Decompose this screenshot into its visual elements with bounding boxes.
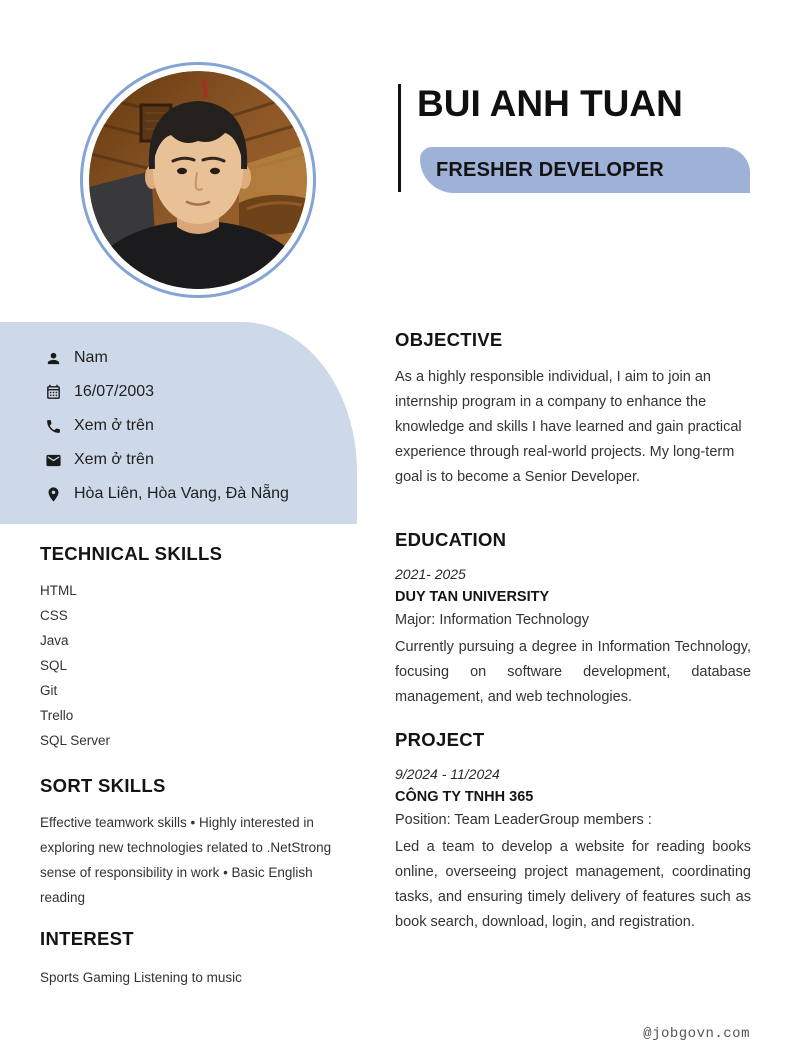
phone-value: Xem ở trên <box>74 417 154 434</box>
education-period: 2021- 2025 <box>395 566 466 582</box>
project-company: CÔNG TY TNHH 365 <box>395 789 534 805</box>
interest-text: Sports Gaming Listening to music <box>40 970 242 985</box>
contact-row-email <box>45 443 357 477</box>
project-heading: PROJECT <box>395 729 485 750</box>
calendar-icon <box>45 384 62 401</box>
skill-item: Trello <box>40 708 74 723</box>
project-description: Led a team to develop a website for reading books online, overseeing project management, coordinating tasks, and ensuring timely delivery of features such as book search, download, login, and registration. <box>395 839 751 930</box>
contact-info-box <box>0 322 357 524</box>
site-watermark: @jobgovn.com <box>643 1026 750 1042</box>
project-meta <box>395 763 652 832</box>
sort-skills-text: Effective teamwork skills • Highly interested in exploring new technologies related to .NetStrong sense of responsibility in work • Basic English reading <box>40 815 332 905</box>
person-icon <box>45 350 62 367</box>
education-major: Major: Information Technology <box>395 612 589 628</box>
project-period: 9/2024 - 11/2024 <box>395 766 500 782</box>
objective-heading: OBJECTIVE <box>395 329 503 350</box>
skill-item: HTML <box>40 583 77 598</box>
skill-item: Git <box>40 683 58 698</box>
objective-text: As a highly responsible individual, I aim to join an internship program in a company to enhance the knowledge and skills I have learned and gain practical experience through real-world projects. My long-term goal is to become a Senior Developer. <box>395 369 742 485</box>
birthdate-value: 16/07/2003 <box>74 383 155 400</box>
interest-heading: INTEREST <box>40 928 134 949</box>
skill-item: Java <box>40 633 69 648</box>
contact-row-phone <box>45 409 357 443</box>
education-heading: EDUCATION <box>395 529 507 550</box>
education-description: Currently pursuing a degree in Information Technology, focusing on software development, database management, and web technologies. <box>395 639 751 705</box>
contact-row-gender <box>45 341 357 375</box>
gender-value: Nam <box>74 349 108 366</box>
contact-row-address <box>45 477 357 511</box>
profile-photo-ring <box>80 62 316 298</box>
address-value: Hòa Liên, Hòa Vang, Đà Nẵng <box>74 485 289 502</box>
job-title-banner <box>420 147 750 193</box>
sort-skills-heading: SORT SKILLS <box>40 775 166 796</box>
phone-icon <box>45 418 62 435</box>
profile-photo <box>89 71 307 289</box>
education-school: DUY TAN UNIVERSITY <box>395 589 550 605</box>
contact-row-birthdate <box>45 375 357 409</box>
email-icon <box>45 452 62 469</box>
skill-item: CSS <box>40 608 68 623</box>
job-title: FRESHER DEVELOPER <box>436 158 664 181</box>
education-meta <box>395 563 589 632</box>
header-divider <box>398 84 401 192</box>
skill-item: SQL <box>40 658 68 673</box>
skill-item: SQL Server <box>40 733 111 748</box>
technical-skills-heading: TECHNICAL SKILLS <box>40 543 223 564</box>
location-icon <box>45 486 62 503</box>
email-value: Xem ở trên <box>74 451 154 468</box>
project-position: Position: Team LeaderGroup members : <box>395 812 652 828</box>
technical-skills-list <box>40 578 110 753</box>
candidate-name: BUI ANH TUAN <box>417 83 683 124</box>
